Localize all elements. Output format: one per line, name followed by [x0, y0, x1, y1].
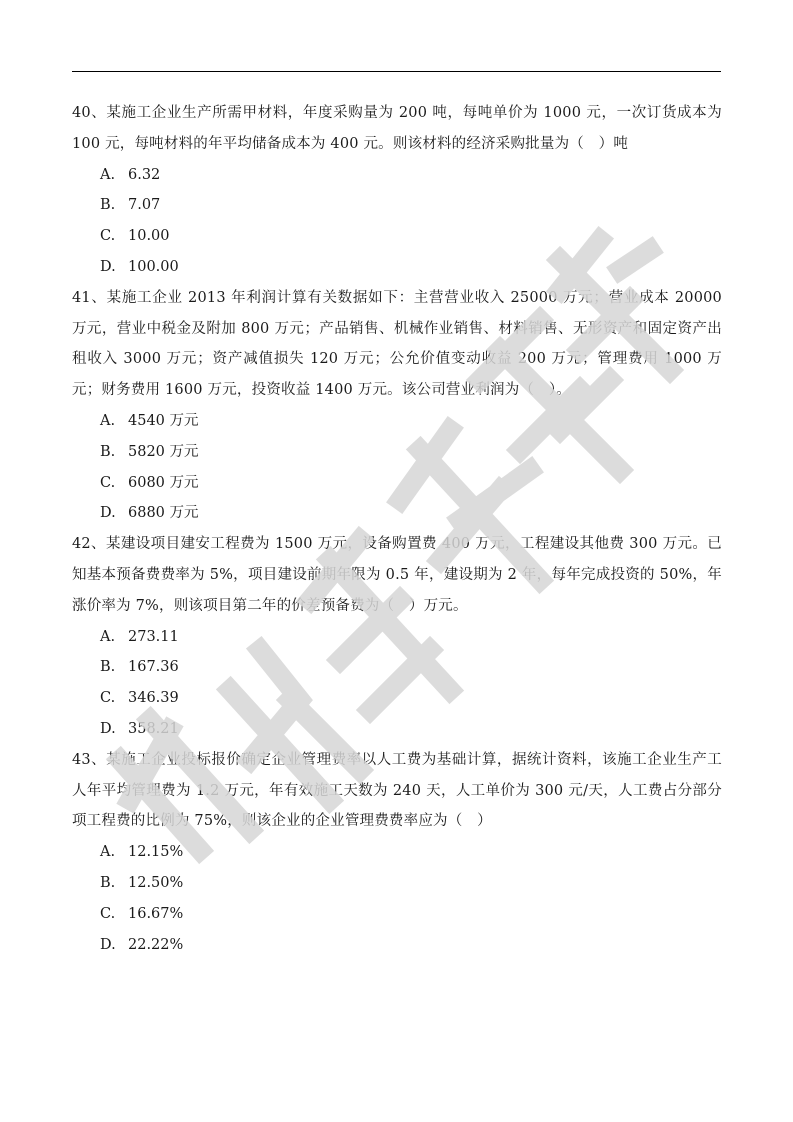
option-letter: D. [100, 936, 116, 953]
question-40 [72, 98, 722, 283]
option-letter: C. [100, 905, 116, 922]
option-value: 167.36 [128, 659, 179, 676]
option-letter: C. [100, 690, 116, 707]
option-letter: D. [100, 505, 116, 522]
option-value: 4540 万元 [128, 412, 199, 429]
question-text: 42、某建设项目建安工程费为 1500 万元，设备购置费 400 万元，工程建设其他费 300 万元。已知基本预备费费率为 5%，项目建设前期年限为 0.5 年，建设期为 2 年，每年完成投资的 50%，年涨价率为 7%，则该项目第二年的价差预备费为（ ）万元。 [72, 536, 722, 614]
question-text: 41、某施工企业 2013 年利润计算有关数据如下：主营营业收入 25000 万元；营业成本 20000 万元，营业中税金及附加 800 万元；产品销售、机械作业销售、材料销售、无形资产和固定资产出租收入 3000 万元；资产减值损失 120 万元；公允价值变动收益 200 万元；管理费用 1000 万元；财务费用 1600 万元，投资收益 1400 万元。该公司营业利润为（ ）。 [72, 289, 722, 399]
option-a [72, 160, 722, 191]
question-text: 40、某施工企业生产所需甲材料，年度采购量为 200 吨，每吨单价为 1000 元，一次订货成本为 100 元，每吨材料的年平均储备成本为 400 元。则该材料的经济采购批量为（ ）吨 [72, 105, 722, 152]
option-d [72, 714, 722, 745]
option-letter: D. [100, 258, 116, 275]
option-letter: A. [100, 628, 116, 645]
question-text: 43、某施工企业投标报价确定企业管理费率以人工费为基础计算，据统计资料，该施工企业生产工人年平均管理费为 1.2 万元，年有效施工天数为 240 天，人工单价为 300 元/天，人工费占分部分项工程费的比例为 75%，则该企业的企业管理费费率应为（ ） [72, 751, 722, 830]
option-value: 6.32 [128, 166, 161, 183]
option-letter: A. [100, 412, 116, 429]
question-42 [72, 529, 722, 745]
option-value: 346.39 [128, 690, 179, 707]
option-value: 10.00 [128, 228, 170, 245]
option-value: 6880 万元 [128, 505, 199, 522]
option-a [72, 622, 722, 653]
option-value: 5820 万元 [128, 443, 199, 460]
option-d [72, 930, 722, 961]
option-value: 16.67% [128, 905, 184, 922]
option-b [72, 868, 722, 899]
option-letter: D. [100, 720, 116, 737]
option-a [72, 837, 722, 868]
option-letter: B. [100, 659, 116, 676]
option-b [72, 437, 722, 468]
option-value: 6080 万元 [128, 474, 199, 491]
option-d [72, 498, 722, 529]
header-rule [72, 71, 721, 72]
option-c [72, 683, 722, 714]
option-c [72, 221, 722, 252]
question-43 [72, 745, 722, 961]
option-c [72, 468, 722, 499]
option-letter: A. [100, 844, 116, 861]
option-value: 273.11 [128, 628, 179, 645]
option-value: 12.50% [128, 874, 184, 891]
option-b [72, 652, 722, 683]
option-value: 100.00 [128, 258, 179, 275]
option-value: 22.22% [128, 936, 184, 953]
question-41 [72, 283, 722, 529]
option-value: 7.07 [128, 197, 161, 214]
option-value: 358.21 [128, 720, 179, 737]
option-letter: C. [100, 474, 116, 491]
option-letter: B. [100, 443, 116, 460]
option-letter: C. [100, 228, 116, 245]
option-letter: B. [100, 874, 116, 891]
question-list [72, 98, 722, 960]
option-letter: A. [100, 166, 116, 183]
option-b [72, 190, 722, 221]
option-c [72, 899, 722, 930]
option-d [72, 252, 722, 283]
option-value: 12.15% [128, 844, 184, 861]
option-letter: B. [100, 197, 116, 214]
option-a [72, 406, 722, 437]
